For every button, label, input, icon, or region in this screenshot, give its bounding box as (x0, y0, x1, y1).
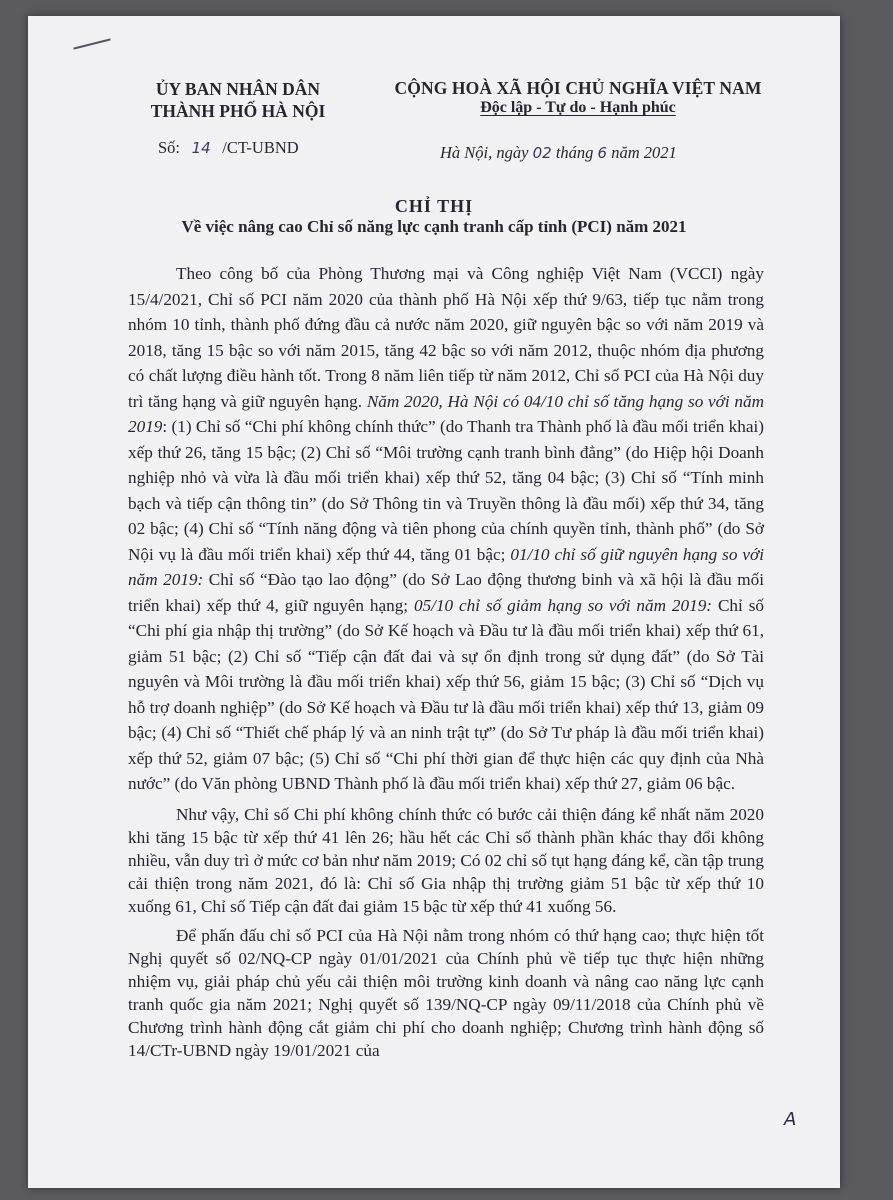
p1-intro: Theo công bố của Phòng Thương mại và Công nghiệp Việt Nam (VCCI) ngày 15/4/2021, Chỉ số PCI năm 2020 của thành phố Hà Nội xếp thứ 9/63, tiếp tục nằm trong nhóm 10 tỉnh, thành phố đứng đầu cả nước năm 2020, giữ nguyên bậc so với năm 2019 và 2018, tăng 15 bậc so với năm 2015, tăng 42 bậc so với năm 2012, thuộc nhóm địa phương có chất lượng điều hành tốt. Trong 8 năm liên tiếp từ năm 2012, Chỉ số PCI của Hà Nội duy trì tăng hạng và giữ nguyên hạng. (128, 264, 764, 411)
national-heading (373, 78, 783, 117)
date-suffix: năm 2021 (611, 143, 677, 162)
date-prefix: Hà Nội, ngày (440, 143, 529, 162)
document-number (158, 138, 299, 158)
p1-decrease-heading: 05/10 chỉ số giảm hạng so với năm 2019: (413, 595, 713, 615)
date-day-handwritten: 02 (532, 144, 552, 162)
document-body (128, 261, 764, 1068)
body-paragraph-3: Để phấn đấu chỉ số PCI của Hà Nội nằm trong nhóm có thứ hạng cao; thực hiện tốt Nghị quyết số 02/NQ-CP ngày 01/01/2021 của Chính phủ về tiếp tục thực hiện những nhiệm vụ, giải pháp chủ yếu cải thiện môi trường kinh doanh và nâng cao năng lực cạnh tranh quốc gia năm 2021; Nghị quyết số 139/NQ-CP ngày 09/11/2018 của Chính phủ về Chương trình hành động cắt giảm chi phí cho doanh nghiệp; Chương trình hành động số 14/CTr-UBND ngày 19/01/2021 của (128, 925, 764, 1060)
issue-date (440, 143, 677, 163)
handwritten-initial-mark: A (784, 1109, 797, 1130)
date-month-handwritten: 6 (597, 144, 608, 162)
p1-decrease-list: Chỉ số “Chi phí gia nhập thị trường” (do Sở Kế hoạch và Đầu tư là đầu mối triển khai) xếp thứ 61, giảm 51 bậc; (2) Chỉ số “Tiếp cận đất đai và sự ổn định trong sử dụng đất” (do Sở Tài nguyên và Môi trường là đầu mối triển khai) xếp thứ 56, giảm 15 bậc; (3) Chỉ số “Dịch vụ hỗ trợ doanh nghiệp” (do Sở Kế hoạch và Đầu tư là đầu mối triển khai) xếp thứ 13, giảm 09 bậc; (4) Chỉ số “Thiết chế pháp lý và an ninh trật tự” (do Sở Tư pháp là đầu mối triển khai) xếp thứ 52, giảm 07 bậc; (5) Chỉ số “Chi phí thời gian để thực hiện các quy định của Nhà nước” (do Văn phòng UBND Thành phố là đầu mối triển khai) xếp thứ 27, giảm 06 bậc. (128, 595, 764, 793)
issuing-organization (133, 78, 343, 122)
body-paragraph-2: Như vậy, Chỉ số Chi phí không chính thức có bước cải thiện đáng kể nhất năm 2020 khi tăng 15 bậc từ xếp thứ 41 lên 26; hầu hết các Chỉ số thành phần khác thay đổi không nhiều, vẫn duy trì ở mức cơ bản như năm 2019; Có 02 chỉ số tụt hạng đáng kể, cần tập trung cải thiện trong năm 2021, đó là: Chỉ số Gia nhập thị trường giảm 51 bậc từ xếp thứ 10 xuống 61, Chỉ số Tiếp cận đất đai giảm 15 bậc từ xếp thứ 41 xuống 56. (128, 804, 764, 916)
p1-increase-heading: Năm 2020, Hà Nội có 04/10 chỉ số tăng hạng so với năm 2019 (128, 391, 764, 436)
nation-title: CỘNG HOÀ XÃ HỘI CHỦ NGHĨA VIỆT NAM (394, 78, 762, 98)
pen-stroke-mark (73, 38, 110, 49)
p1-unchanged-list: Chỉ số “Đào tạo lao động” (do Sở Lao động thương binh và xã hội là đầu mối triển khai) xếp thứ 4, giữ nguyên hạng; (128, 570, 764, 615)
org-line-1: ỦY BAN NHÂN DÂN (155, 79, 321, 99)
date-month-label: tháng (555, 143, 594, 162)
p1-increase-list: : (1) Chỉ số “Chi phí không chính thức” (do Thanh tra Thành phố là đầu mối triển khai) xếp thứ 26, tăng 15 bậc; (2) Chỉ số “Môi trường cạnh tranh bình đẳng” (do Hiệp hội Doanh nghiệp nhỏ và vừa là đầu mối triển khai) xếp thứ 52, tăng 04 bậc; (3) Chỉ số “Tính minh bạch và tiếp cận thông tin” (do Sở Thông tin và Truyền thông là đầu mối) xếp thứ 34, tăng 02 bậc; (4) Chỉ số “Tính năng động và tiên phong của chính quyền tỉnh, thành phố” (do Sở Nội vụ là đầu mối triển khai) xếp thứ 44, tăng 01 bậc; (128, 417, 764, 564)
national-motto: Độc lập - Tự do - Hạnh phúc (480, 99, 676, 116)
p1-unchanged-heading: 01/10 chỉ số giữ nguyên hạng so với năm 2019: (128, 544, 764, 589)
body-paragraph-1 (128, 261, 764, 797)
org-line-2: THÀNH PHỐ HÀ NỘI (150, 101, 326, 121)
doc-number-handwritten: 14 (191, 139, 211, 157)
doc-number-suffix: /CT-UBND (222, 138, 299, 157)
doc-number-prefix: Số: (158, 138, 181, 157)
document-page (28, 16, 840, 1188)
document-subject: Về việc nâng cao Chỉ số năng lực cạnh tranh cấp tỉnh (PCI) năm 2021 (181, 217, 687, 236)
document-type-title: CHỈ THỊ (394, 196, 474, 216)
